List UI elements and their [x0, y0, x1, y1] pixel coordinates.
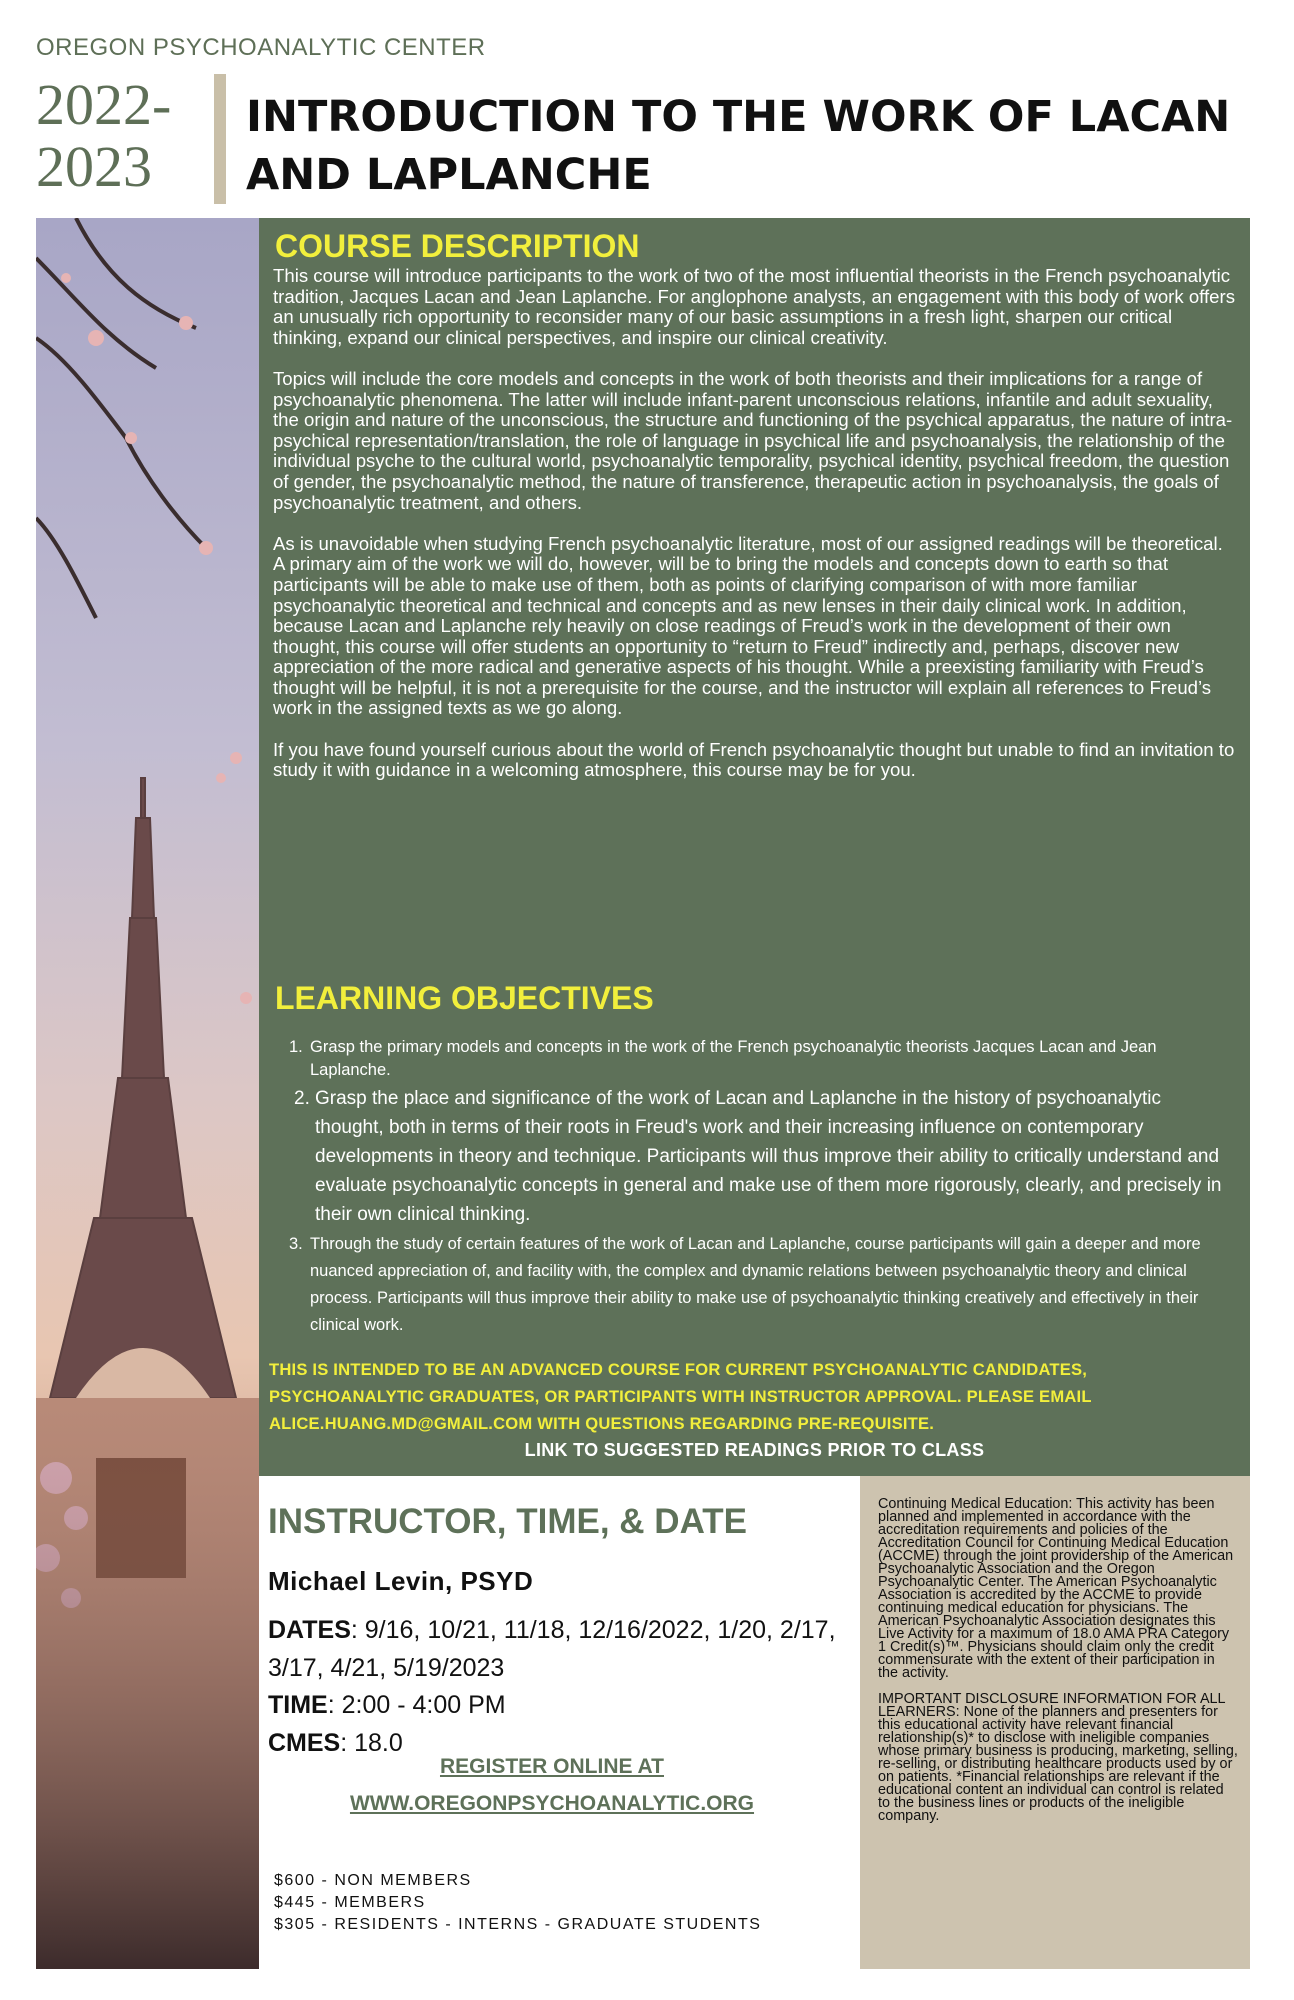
year-range — [36, 74, 171, 198]
price-students: $305 - RESIDENTS - INTERNS - GRADUATE STUDENTS — [274, 1916, 762, 1933]
price-non-members: $600 - NON MEMBERS — [274, 1872, 472, 1889]
dates-value: : 9/16, 10/21, 11/18, 12/16/2022, 1/20, 2/17, 3/17, 4/21, 5/19/2023 — [268, 1616, 836, 1682]
dates-label: DATES — [268, 1616, 351, 1644]
description-paragraph: If you have found yourself curious about the world of French psychoanalytic thought but unable to find an invitation to study it with guidance in a welcoming atmosphere, this course may be for you. — [273, 738, 1235, 781]
objective-text: Through the study of certain features of the work of Lacan and Laplanche, course participants will gain a deeper and more nuanced appreciation of, and facility with, the complex and dynamic relations between psychoanalytic theory and clinical process. Participants will thus improve their ability to make use of psychoanalytic thinking creatively and effectively in their clinical work. — [310, 1235, 1201, 1334]
cme-text — [878, 1498, 1238, 1836]
price-list — [274, 1870, 761, 1936]
time-line — [268, 1687, 848, 1725]
year-end: 2023 — [36, 134, 152, 199]
description-paragraph: Topics will include the core models and concepts in the work of both theorists and their implications for a range of psychoanalytic phenomena. The latter will include infant-parent unconscious relations, infantile and adult sexuality, the origin and nature of the unconscious, the structure and functioning of the psychical apparatus, the nature of intra-psychical representation/translation, the role of language in psychical life and psychoanalysis, the relationship of the individual psyche to the cultural world, psychoanalytic temporality, psychical identity, psychical freedom, the question of gender, the psychoanalytic method, the nature of transference, therapeutic action in psychoanalysis, the goals of psychoanalytic treatment, and others. — [273, 367, 1233, 513]
course-description-body — [273, 266, 1238, 801]
course-panel — [259, 218, 1250, 1476]
time-label: TIME — [268, 1691, 328, 1719]
description-paragraph: As is unavoidable when studying French psychoanalytic literature, most of our assigned readings will be theoretical. A primary aim of the work we will do, however, will be to bring the models and concepts down to earth so that participants will be able to make use of them, both as points of clarifying comparison of with more familiar psychoanalytic theoretical and technical and concepts and as new lenses in their daily clinical work. In addition, because Lacan and Laplanche rely heavily on close readings of Freud’s work in the development of their own thought, this course will offer students an opportunity to “return to Freud” indirectly and, perhaps, discover new appreciation of the more radical and generative aspects of his thought. While a preexisting familiarity with Freud’s thought will be helpful, it is not a prerequisite for the course, and the instructor will explain all references to Freud’s work in the assigned texts as we go along. — [273, 532, 1223, 719]
readings-link[interactable]: LINK TO SUGGESTED READINGS PRIOR TO CLASS — [524, 1440, 985, 1460]
instructor-heading: INSTRUCTOR, TIME, & DATE — [268, 1502, 747, 1541]
learning-objectives-list — [273, 1036, 1233, 1339]
schedule-info — [268, 1612, 848, 1762]
cme-paragraph: Continuing Medical Education: This activity has been planned and implemented in accordance with the accreditation requirements and policies of the Accreditation Council for Continuing Medical Education (ACCME) through the joint providership of the American Psychoanalytic Association and the Oregon Psychoanalytic Center. The American Psychoanalytic Association is accredited by the ACCME to provide continuing medical education for physicians. The American Psychoanalytic Association designates this Live Activity for a maximum of 18.0 AMA PRA Category 1 Credit(s)™. Physicians should claim only the credit commensurate with the extent of their participation in the activity. — [878, 1496, 1234, 1681]
prerequisite-notice: THIS IS INTENDED TO BE AN ADVANCED COURSE FOR CURRENT PSYCHOANALYTIC CANDIDATES, PSYCHOANALYTIC GRADUATES, OR PARTICIPANTS WITH INSTRUCTOR APPROVAL. PLEASE EMAIL ALICE.HUANG.MD@GMAIL.COM WITH QUESTIONS REGARDING PRE-REQUISITE. — [269, 1360, 1092, 1433]
dates-line — [268, 1612, 848, 1687]
cme-disclosure-box — [860, 1476, 1250, 1969]
disclosure-paragraph: IMPORTANT DISCLOSURE INFORMATION FOR ALL LEARNERS: None of the planners and presenters for this educational activity have relevant financial relationship(s)* to disclose with ineligible companies whose primary business is producing, marketing, selling, re-selling, or distributing healthcare products used by or on patients. *Financial relationships are relevant if the educational content an individual can control is related to the business lines or products of the ineligible company. — [878, 1691, 1238, 1824]
objective-number: 2. — [294, 1088, 310, 1109]
register-link[interactable] — [268, 1748, 836, 1822]
register-url[interactable]: WWW.OREGONPSYCHOANALYTIC.ORG — [349, 1792, 755, 1815]
org-name: OREGON PSYCHOANALYTIC CENTER — [36, 34, 486, 61]
instructor-name: Michael Levin, PSYD — [268, 1566, 534, 1596]
course-description-heading: COURSE DESCRIPTION — [275, 228, 640, 264]
description-paragraph: This course will introduce participants to the work of two of the most influential theorists in the French psychoanalytic tradition, Jacques Lacan and Jean Laplanche. For anglophone analysts, an engagement with this body of work offers an unusually rich opportunity to reconsider many of our basic assumptions in a fresh light, sharpen our critical thinking, expand our clinical perspectives, and inspire our clinical creativity. — [273, 265, 1235, 348]
page-title: INTRODUCTION TO THE WORK OF LACAN AND LAPLANCHE — [246, 92, 1231, 200]
objective-item — [273, 1036, 1233, 1082]
learning-objectives-heading: LEARNING OBJECTIVES — [275, 980, 654, 1016]
objective-number: 3. — [289, 1235, 303, 1253]
eiffel-tower-photo — [36, 218, 259, 1969]
objective-text: Grasp the primary models and concepts in the work of the French psychoanalytic theorists Jacques Lacan and Jean Laplanche. — [310, 1038, 1157, 1079]
year-start: 2022- — [36, 72, 172, 137]
time-value: : 2:00 - 4:00 PM — [327, 1691, 506, 1719]
objective-item — [273, 1084, 1233, 1229]
cmes-label: CMES — [268, 1728, 341, 1757]
objective-item — [273, 1231, 1233, 1339]
objective-number: 1. — [289, 1038, 303, 1056]
cmes-value: : 18.0 — [340, 1728, 403, 1757]
objective-text: Grasp the place and significance of the work of Lacan and Laplanche in the history of psychoanalytic thought, both in terms of their roots in Freud's work and their increasing influence on contemporary developments in theory and technique. Participants will thus improve their ability to critically understand and evaluate psychoanalytic concepts in general and make use of them more rigorously, clearly, and precisely in their own clinical thinking. — [315, 1088, 1222, 1225]
price-members: $445 - MEMBERS — [274, 1894, 426, 1911]
header-divider — [214, 74, 226, 204]
register-line-1[interactable]: REGISTER ONLINE AT — [439, 1755, 664, 1778]
